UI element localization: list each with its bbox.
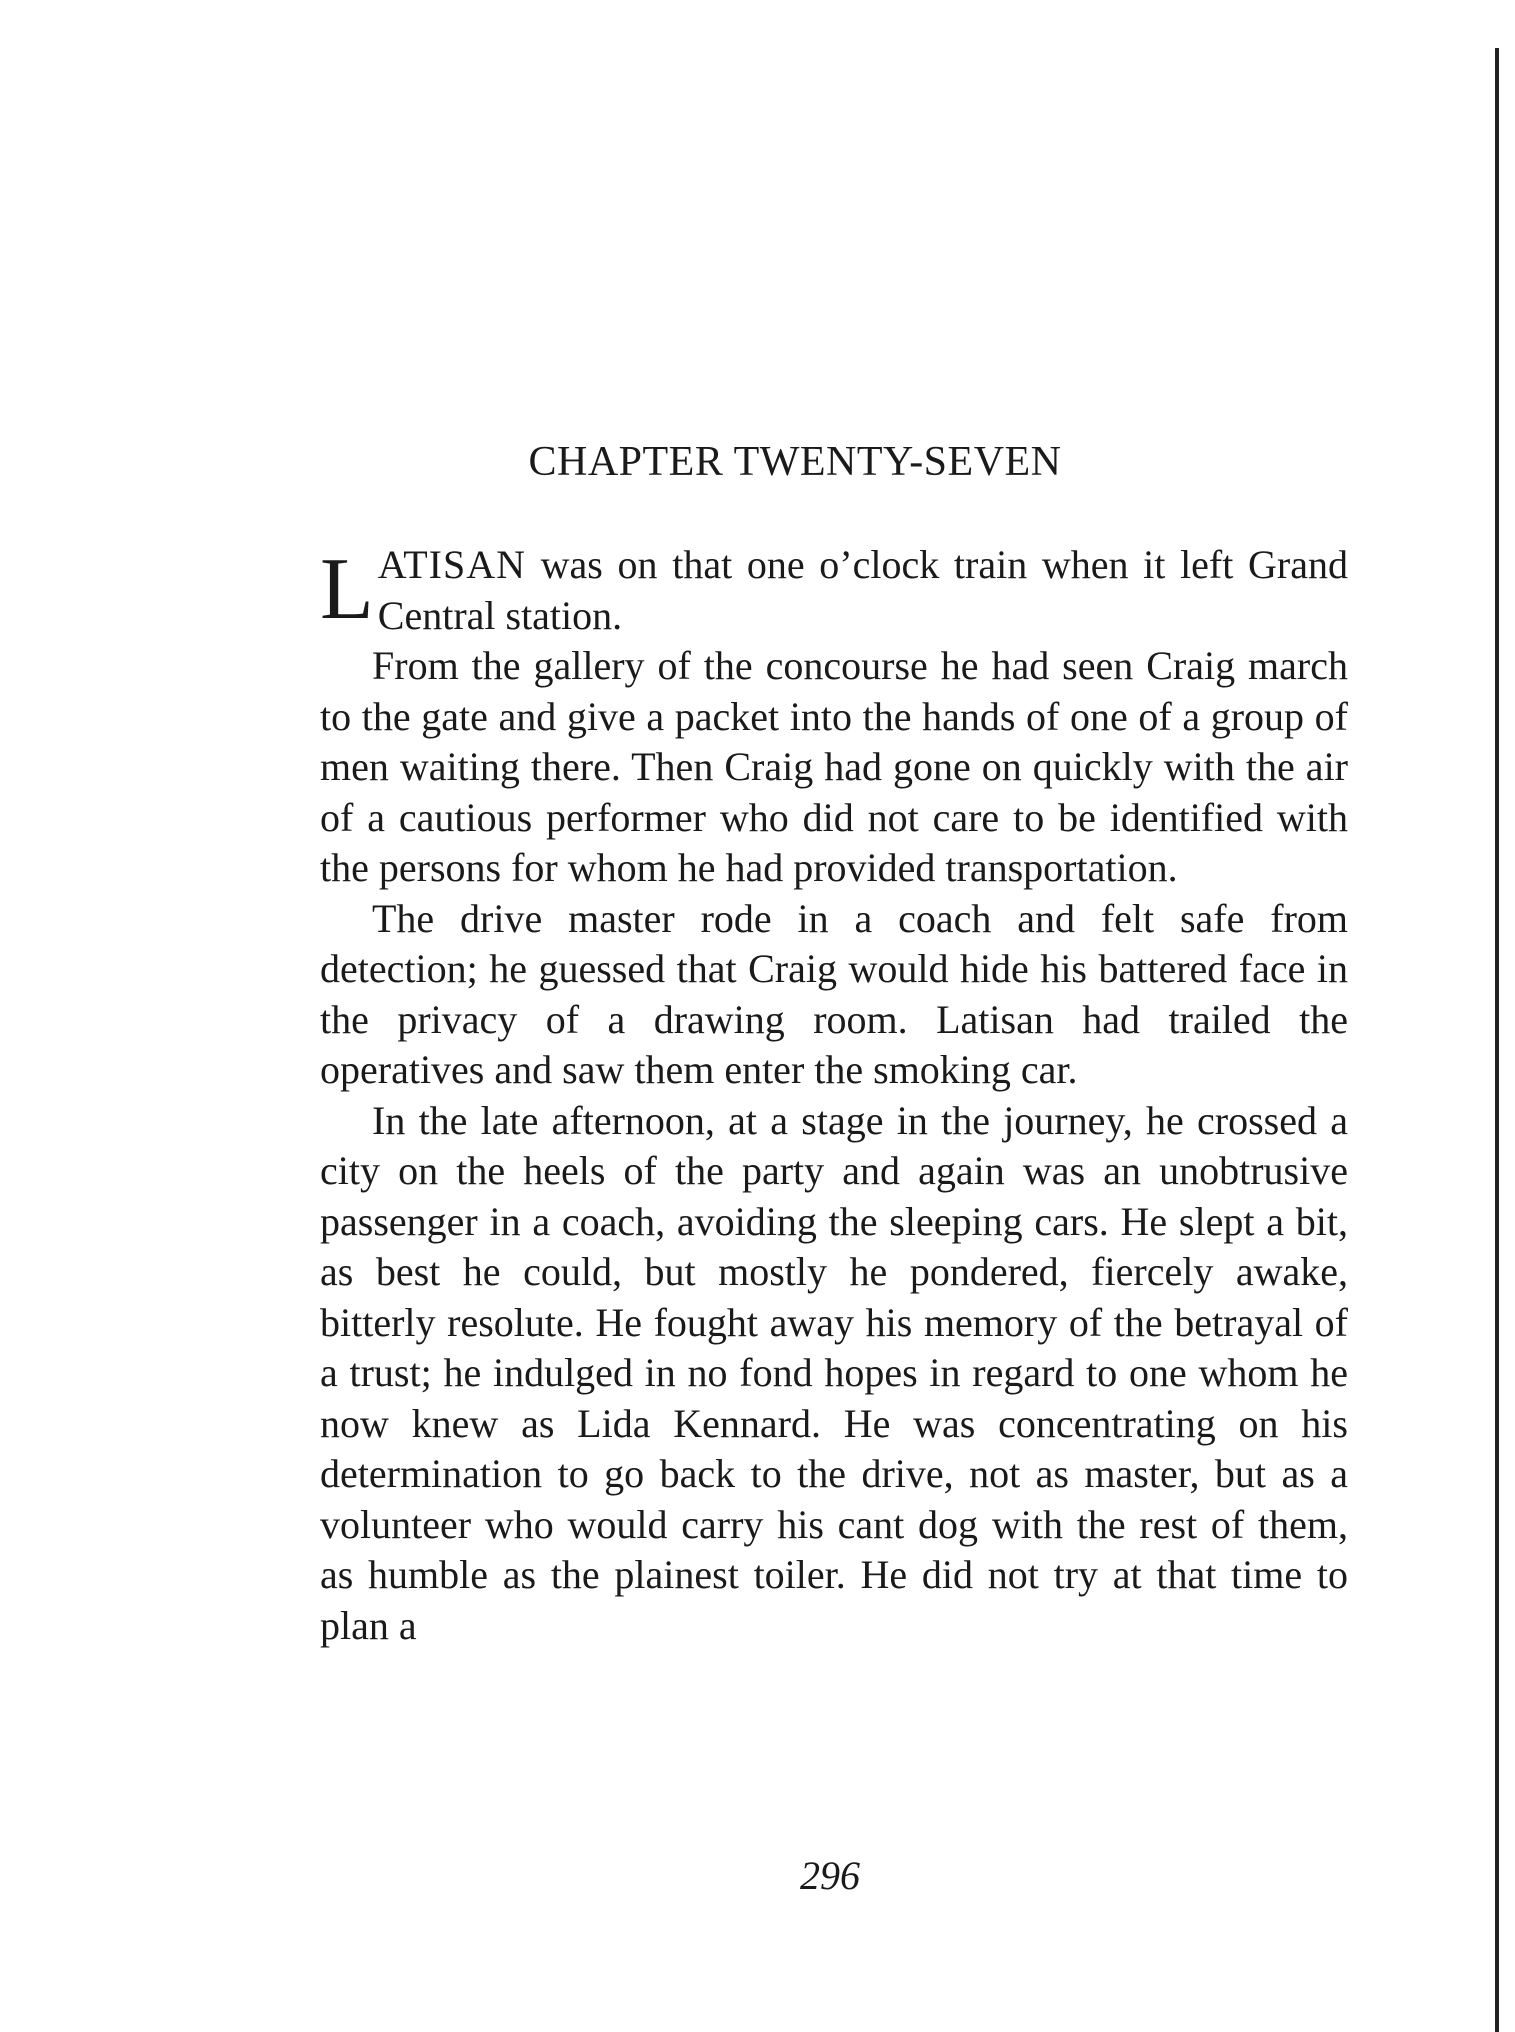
page-number: 296 (800, 1853, 860, 1898)
drop-cap: L (320, 541, 374, 638)
opening-word: ATISAN (377, 542, 526, 587)
paragraph-2: From the gallery of the concourse he had seen Craig march to the gate and give a packet into the hands of one of a group of men waiting there. Then Craig had gone on quickly with the air of a cautious performer who did not care to be identified with the persons for whom he had provided transportation. (320, 643, 1348, 890)
chapter-body (320, 540, 1348, 1651)
chapter-title: CHAPTER TWENTY-SEVEN (528, 439, 1062, 485)
paragraph-1-text: was on that one o’clock train when it left Grand Central station. (377, 542, 1348, 638)
page-edge-line (1495, 48, 1499, 2032)
paragraph-3: The drive master rode in a coach and felt safe from detection; he guessed that Craig would hide his battered face in the privacy of a drawing room. Latisan had trailed the operatives and saw them enter the smoking car. (320, 895, 1348, 1092)
paragraph-1 (320, 540, 1348, 641)
paragraph-4: In the late afternoon, at a stage in the journey, he crossed a city on the heels of the party and again was an unobtrusive passenger in a coach, avoiding the sleeping cars. He slept a bit, as best he could, but mostly he pondered, fiercely awake, bitterly resolute. He fought away his memory of the betrayal of a trust; he indulged in no fond hopes in regard to one whom he now knew as Lida Kennard. He was concentrating on his determination to go back to the drive, not as master, but as a volunteer who would carry his cant dog with the rest of them, as humble as the plainest toiler. He did not try at that time to plan a (320, 1097, 1348, 1648)
